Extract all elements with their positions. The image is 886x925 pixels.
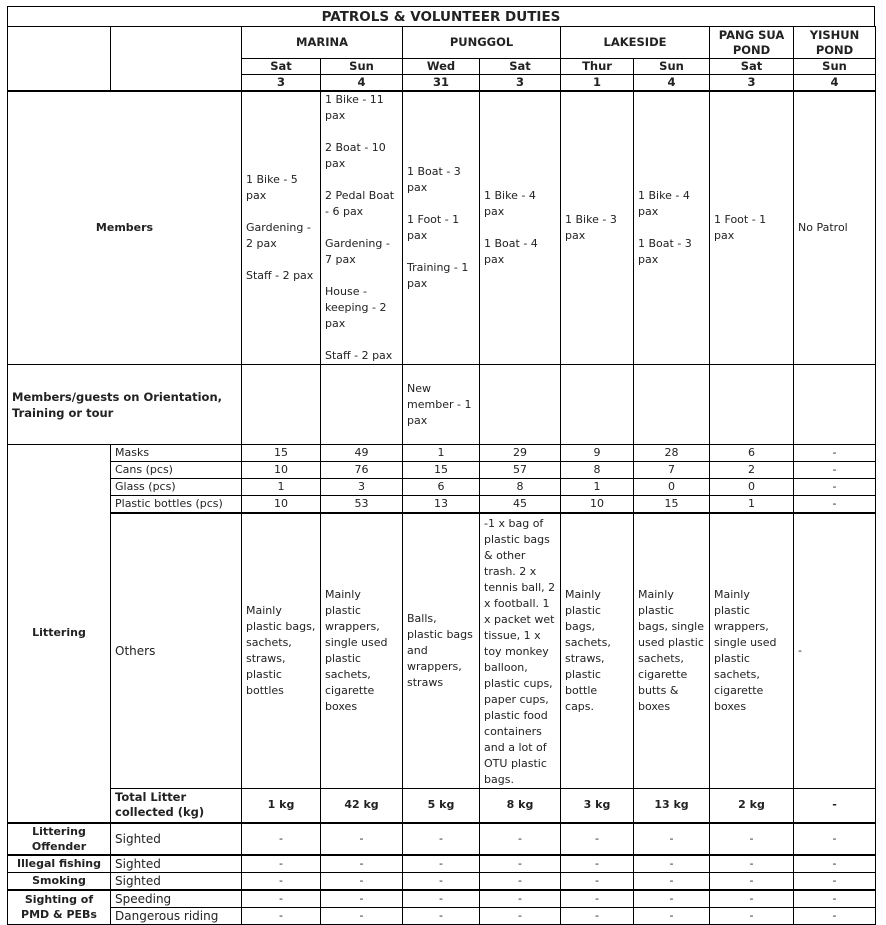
others-cell: Balls, plastic bags and wrappers, straws xyxy=(403,513,480,789)
date-cell: 4 xyxy=(794,75,876,92)
litter-value: 49 xyxy=(321,445,403,462)
orientation-cell xyxy=(794,365,876,445)
orientation-cell xyxy=(710,365,794,445)
corner-cell-2 xyxy=(111,27,242,92)
date-cell: 1 xyxy=(561,75,634,92)
litter-value: 1 xyxy=(710,496,794,514)
date-cell: 3 xyxy=(480,75,561,92)
pmd-value: - xyxy=(480,890,561,908)
offence-label: Sighted xyxy=(111,872,242,890)
day-cell: Sun xyxy=(634,59,710,75)
pmd-value: - xyxy=(794,907,876,924)
litter-value: - xyxy=(794,496,876,514)
litter-value: 10 xyxy=(242,462,321,479)
offence-value: - xyxy=(403,823,480,855)
litter-value: 6 xyxy=(710,445,794,462)
litter-value: 15 xyxy=(634,496,710,514)
total-value: 13 kg xyxy=(634,789,710,823)
litter-value: 29 xyxy=(480,445,561,462)
date-cell: 3 xyxy=(242,75,321,92)
location-yishun-pond: YISHUN POND xyxy=(794,27,876,59)
offence-value: - xyxy=(403,855,480,873)
pmd-value: - xyxy=(480,907,561,924)
day-cell: Sat xyxy=(480,59,561,75)
members-cell: 1 Bike - 3 pax xyxy=(561,91,634,365)
litter-value: 1 xyxy=(403,445,480,462)
members-cell: 1 Bike - 11 pax 2 Boat - 10 pax 2 Pedal Boat - 6 pax Gardening - 7 pax House - keeping - 2 pax Staff - 2 pax xyxy=(321,91,403,365)
day-cell: Sat xyxy=(242,59,321,75)
litter-type-label: Masks xyxy=(111,445,242,462)
offence-value: - xyxy=(321,855,403,873)
date-cell: 31 xyxy=(403,75,480,92)
day-cell: Sun xyxy=(794,59,876,75)
duties-report xyxy=(7,6,875,925)
pmd-value: - xyxy=(634,890,710,908)
orientation-label: Members/guests on Orientation, Training or tour xyxy=(8,365,242,445)
pmd-value: - xyxy=(561,890,634,908)
offence-value: - xyxy=(561,823,634,855)
others-cell: Mainly plastic bags, single used plastic sachets, cigarette butts & boxes xyxy=(634,513,710,789)
others-cell: -1 x bag of plastic bags & other trash. 2 x tennis ball, 2 x football. 1 x packet wet tissue, 1 x toy monkey balloon, plastic cups, paper cups, plastic food containers and a lot of OTU plastic bags. xyxy=(480,513,561,789)
members-label: Members xyxy=(8,91,242,365)
litter-value: 57 xyxy=(480,462,561,479)
offence-value: - xyxy=(242,823,321,855)
total-value: 8 kg xyxy=(480,789,561,823)
date-cell: 4 xyxy=(634,75,710,92)
others-cell: Mainly plastic bags, sachets, straws, plastic bottle caps. xyxy=(561,513,634,789)
offence-value: - xyxy=(242,855,321,873)
litter-value: 9 xyxy=(561,445,634,462)
location-pang-sua-pond: PANG SUA POND xyxy=(710,27,794,59)
offence-row-littering-offender xyxy=(8,823,876,855)
litter-value: - xyxy=(794,445,876,462)
page-title: PATROLS & VOLUNTEER DUTIES xyxy=(7,6,875,26)
litter-value: - xyxy=(794,479,876,496)
litter-row-cans xyxy=(8,462,876,479)
day-cell: Wed xyxy=(403,59,480,75)
orientation-cell xyxy=(634,365,710,445)
orientation-cell: New member - 1 pax xyxy=(403,365,480,445)
offence-value: - xyxy=(710,872,794,890)
litter-type-label: Plastic bottles (pcs) xyxy=(111,496,242,514)
date-cell: 4 xyxy=(321,75,403,92)
litter-value: 8 xyxy=(561,462,634,479)
offence-value: - xyxy=(710,823,794,855)
pmd-value: - xyxy=(794,890,876,908)
offence-value: - xyxy=(634,872,710,890)
litter-value: 28 xyxy=(634,445,710,462)
offence-group-label: Littering Offender xyxy=(8,823,111,855)
litter-value: 76 xyxy=(321,462,403,479)
litter-value: 10 xyxy=(561,496,634,514)
duties-table xyxy=(7,26,876,925)
litter-value: 13 xyxy=(403,496,480,514)
pmd-label: Dangerous riding xyxy=(111,907,242,924)
litter-value: - xyxy=(794,462,876,479)
offence-value: - xyxy=(480,872,561,890)
pmd-value: - xyxy=(710,907,794,924)
offence-value: - xyxy=(634,823,710,855)
offence-value: - xyxy=(794,823,876,855)
pmd-group-label: Sighting of PMD & PEBs xyxy=(8,890,111,925)
pmd-value: - xyxy=(321,907,403,924)
offence-value: - xyxy=(480,823,561,855)
total-value: 5 kg xyxy=(403,789,480,823)
orientation-cell xyxy=(321,365,403,445)
total-value: 2 kg xyxy=(710,789,794,823)
members-cell: No Patrol xyxy=(794,91,876,365)
offence-value: - xyxy=(403,872,480,890)
pmd-value: - xyxy=(242,907,321,924)
corner-cell xyxy=(8,27,111,92)
day-cell: Thur xyxy=(561,59,634,75)
offence-group-label: Smoking xyxy=(8,872,111,890)
offence-value: - xyxy=(634,855,710,873)
litter-row-glass xyxy=(8,479,876,496)
offence-label: Sighted xyxy=(111,823,242,855)
orientation-cell xyxy=(480,365,561,445)
day-cell: Sun xyxy=(321,59,403,75)
litter-value: 8 xyxy=(480,479,561,496)
date-cell: 3 xyxy=(710,75,794,92)
litter-value: 15 xyxy=(403,462,480,479)
litter-value: 3 xyxy=(321,479,403,496)
total-value: 42 kg xyxy=(321,789,403,823)
litter-value: 0 xyxy=(634,479,710,496)
orientation-cell xyxy=(242,365,321,445)
offence-label: Sighted xyxy=(111,855,242,873)
litter-row-plastic-bottles xyxy=(8,496,876,514)
pmd-value: - xyxy=(242,890,321,908)
pmd-label: Speeding xyxy=(111,890,242,908)
members-cell: 1 Bike - 5 pax Gardening - 2 pax Staff - 2 pax xyxy=(242,91,321,365)
litter-value: 45 xyxy=(480,496,561,514)
offence-value: - xyxy=(794,872,876,890)
pmd-value: - xyxy=(561,907,634,924)
litter-value: 15 xyxy=(242,445,321,462)
offence-value: - xyxy=(321,872,403,890)
others-cell: Mainly plastic bags, sachets, straws, plastic bottles xyxy=(242,513,321,789)
littering-label: Littering xyxy=(8,445,111,823)
total-value: - xyxy=(794,789,876,823)
members-cell: 1 Bike - 4 pax 1 Boat - 4 pax xyxy=(480,91,561,365)
offence-value: - xyxy=(561,855,634,873)
pmd-row-dangerous-riding xyxy=(8,907,876,924)
members-cell: 1 Boat - 3 pax 1 Foot - 1 pax Training - 1 pax xyxy=(403,91,480,365)
litter-type-label: Glass (pcs) xyxy=(111,479,242,496)
litter-value: 1 xyxy=(561,479,634,496)
members-cell: 1 Bike - 4 pax 1 Boat - 3 pax xyxy=(634,91,710,365)
pmd-value: - xyxy=(321,890,403,908)
litter-row-masks xyxy=(8,445,876,462)
members-row xyxy=(8,91,876,365)
location-header-row xyxy=(8,27,876,59)
offence-value: - xyxy=(561,872,634,890)
litter-value: 53 xyxy=(321,496,403,514)
others-label: Others xyxy=(111,513,242,789)
offence-value: - xyxy=(794,855,876,873)
litter-value: 6 xyxy=(403,479,480,496)
pmd-value: - xyxy=(710,890,794,908)
location-lakeside: LAKESIDE xyxy=(561,27,710,59)
offence-value: - xyxy=(242,872,321,890)
litter-value: 1 xyxy=(242,479,321,496)
pmd-value: - xyxy=(634,907,710,924)
litter-value: 0 xyxy=(710,479,794,496)
location-marina: MARINA xyxy=(242,27,403,59)
others-cell: Mainly plastic wrappers, single used plastic sachets, cigarette boxes xyxy=(321,513,403,789)
members-cell: 1 Foot - 1 pax xyxy=(710,91,794,365)
litter-row-others xyxy=(8,513,876,789)
pmd-value: - xyxy=(403,907,480,924)
offence-value: - xyxy=(480,855,561,873)
total-litter-row xyxy=(8,789,876,823)
litter-value: 2 xyxy=(710,462,794,479)
litter-type-label: Cans (pcs) xyxy=(111,462,242,479)
location-punggol: PUNGGOL xyxy=(403,27,561,59)
orientation-cell xyxy=(561,365,634,445)
offence-row-illegal-fishing xyxy=(8,855,876,873)
offence-group-label: Illegal fishing xyxy=(8,855,111,873)
total-litter-label: Total Litter collected (kg) xyxy=(111,789,242,823)
day-cell: Sat xyxy=(710,59,794,75)
total-value: 1 kg xyxy=(242,789,321,823)
litter-value: 7 xyxy=(634,462,710,479)
pmd-row-speeding xyxy=(8,890,876,908)
others-cell: - xyxy=(794,513,876,789)
others-cell: Mainly plastic wrappers, single used plastic sachets, cigarette boxes xyxy=(710,513,794,789)
litter-value: 10 xyxy=(242,496,321,514)
total-value: 3 kg xyxy=(561,789,634,823)
orientation-row xyxy=(8,365,876,445)
offence-value: - xyxy=(321,823,403,855)
offence-value: - xyxy=(710,855,794,873)
pmd-value: - xyxy=(403,890,480,908)
